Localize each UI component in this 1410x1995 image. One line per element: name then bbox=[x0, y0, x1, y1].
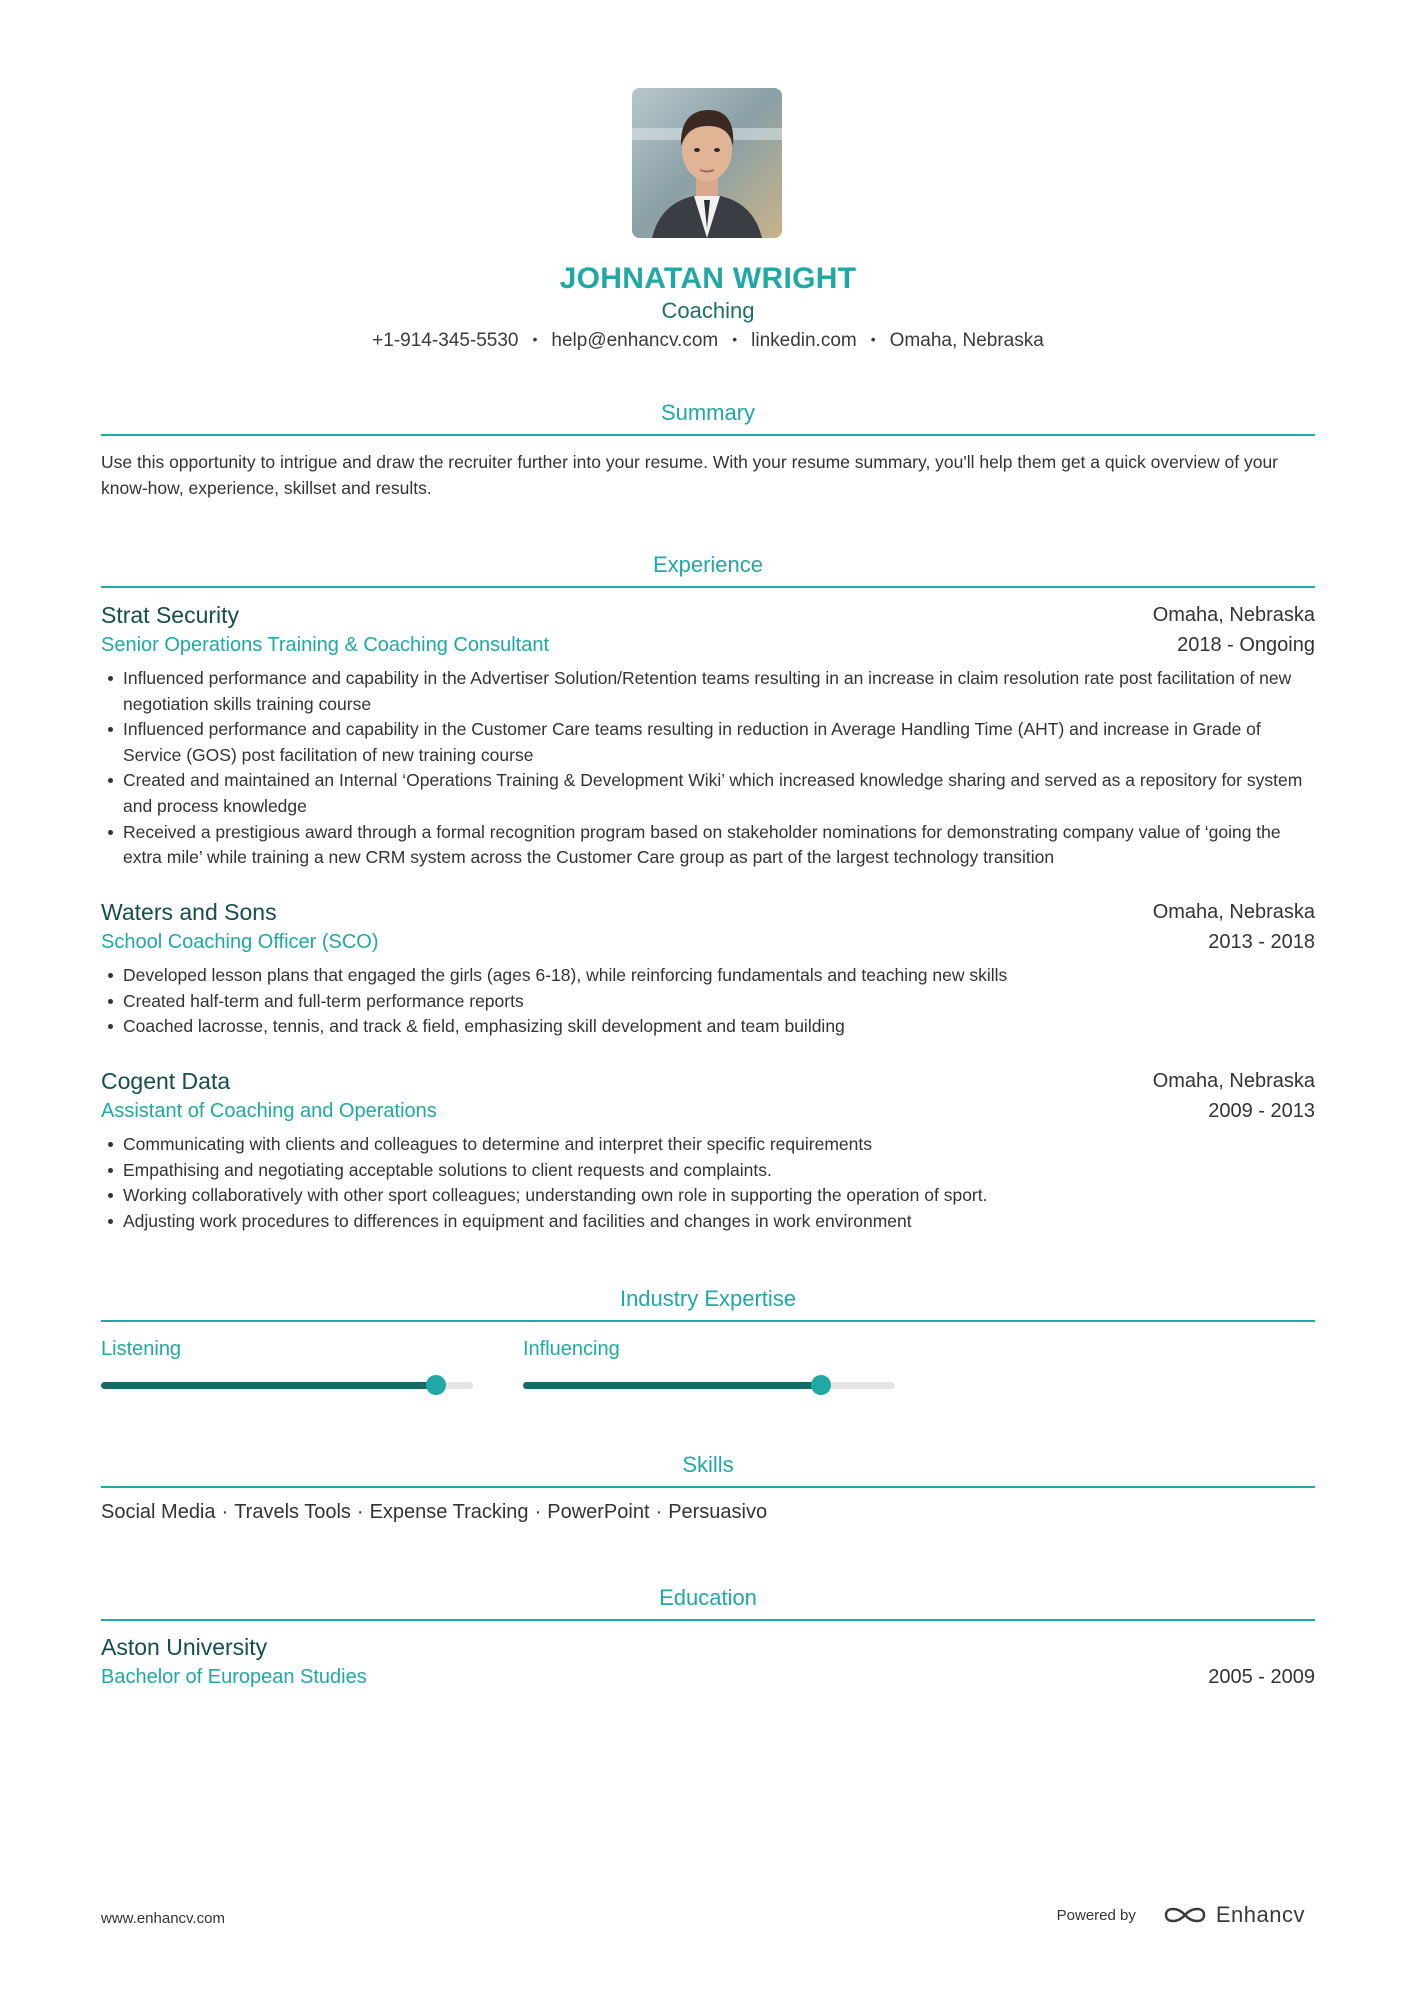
candidate-role: Coaching bbox=[661, 298, 755, 323]
expertise-bar-knob bbox=[426, 1375, 446, 1395]
skill-separator: · bbox=[655, 1501, 663, 1523]
email-link[interactable]: help@enhancv.com bbox=[551, 330, 719, 351]
experience-divider bbox=[101, 586, 1315, 588]
enhancv-logo-icon bbox=[1162, 1903, 1208, 1927]
expertise-bar-fill bbox=[523, 1382, 821, 1389]
enhancv-logo[interactable] bbox=[1162, 1902, 1305, 1928]
job-bullet: Influenced performance and capability in the Customer Care teams resulting in reduction in Average Handling Time (AHT) and increase in Grade of Service (GOS) post facilitation of new training course bbox=[101, 717, 1315, 768]
expertise-bar bbox=[101, 1382, 473, 1389]
job-bullet: Influenced performance and capability in the Advertiser Solution/Retention teams resulting in an increase in claim resolution rate post facilitation of new negotiation skills training course bbox=[101, 666, 1315, 717]
skill-separator: · bbox=[534, 1501, 542, 1523]
profile-photo bbox=[632, 88, 782, 238]
job-bullet: Coached lacrosse, tennis, and track & field, emphasizing skill development and team building bbox=[101, 1014, 1315, 1040]
job-title: Assistant of Coaching and Operations bbox=[101, 1100, 437, 1122]
footer-website-link[interactable]: www.enhancv.com bbox=[101, 1910, 225, 1927]
contact-line bbox=[101, 330, 1315, 352]
skills-list bbox=[101, 1501, 767, 1524]
education-school: Aston University bbox=[101, 1634, 268, 1660]
skill-item: Travels Tools bbox=[234, 1501, 351, 1523]
education-heading: Education bbox=[659, 1585, 757, 1610]
job-location: Omaha, Nebraska bbox=[1152, 1070, 1315, 1092]
summary-divider bbox=[101, 434, 1315, 436]
expertise-divider bbox=[101, 1320, 1315, 1322]
powered-by-label: Powered by bbox=[1056, 1906, 1136, 1924]
contact-separator: • bbox=[870, 331, 876, 347]
job-bullet: Created and maintained an Internal ‘Operations Training & Development Wiki’ which increased knowledge sharing and served as a repository for system and process knowledge bbox=[101, 768, 1315, 819]
expertise-bar-fill bbox=[101, 1382, 436, 1389]
contact-separator: • bbox=[732, 331, 738, 347]
job-title: School Coaching Officer (SCO) bbox=[101, 931, 379, 953]
job-dates: 2018 - Ongoing bbox=[1177, 634, 1315, 656]
skill-item: PowerPoint bbox=[547, 1501, 650, 1523]
location: Omaha, Nebraska bbox=[889, 330, 1044, 351]
job-dates: 2013 - 2018 bbox=[1208, 931, 1315, 953]
skill-item: Expense Tracking bbox=[369, 1501, 529, 1523]
skills-heading: Skills bbox=[682, 1452, 734, 1477]
job-location: Omaha, Nebraska bbox=[1152, 901, 1315, 923]
phone: +1-914-345-5530 bbox=[372, 330, 519, 351]
summary-heading: Summary bbox=[660, 400, 756, 425]
skill-item: Social Media bbox=[101, 1501, 216, 1523]
expertise-label: Listening bbox=[101, 1338, 182, 1360]
brand-name: Enhancv bbox=[1215, 1902, 1305, 1927]
skill-separator: · bbox=[221, 1501, 229, 1523]
contact-separator: • bbox=[532, 331, 538, 347]
job-bullet: Received a prestigious award through a formal recognition program based on stakeholder nominations for demonstrating company value of ‘going the extra mile’ while training a new CRM system across the Customer Care group as part of the largest technology transition bbox=[101, 820, 1315, 871]
job-company: Strat Security bbox=[101, 602, 240, 628]
job-bullet: Created half-term and full-term performance reports bbox=[101, 989, 1315, 1015]
linkedin-link[interactable]: linkedin.com bbox=[751, 330, 857, 351]
job-company: Cogent Data bbox=[101, 1068, 231, 1094]
experience-heading: Experience bbox=[652, 552, 764, 577]
job-bullets bbox=[101, 666, 1315, 871]
job-bullet: Empathising and negotiating acceptable solutions to client requests and complaints. bbox=[101, 1158, 1315, 1184]
job-company: Waters and Sons bbox=[101, 899, 277, 925]
job-bullet: Working collaboratively with other sport colleagues; understanding own role in supporting the operation of sport. bbox=[101, 1183, 1315, 1209]
candidate-name: JOHNATAN WRIGHT bbox=[559, 262, 857, 295]
resume-page bbox=[101, 0, 1315, 1995]
portrait-illustration bbox=[632, 88, 782, 238]
summary-text: Use this opportunity to intrigue and draw the recruiter further into your resume. With your resume summary, you'll help them get a quick overview of your know-how, experience, skillset and results. bbox=[101, 452, 1279, 498]
expertise-heading: Industry Expertise bbox=[619, 1286, 797, 1311]
job-bullet: Adjusting work procedures to differences in equipment and facilities and changes in work environment bbox=[101, 1209, 1315, 1235]
education-divider bbox=[101, 1619, 1315, 1621]
skill-item: Persuasivo bbox=[668, 1501, 768, 1523]
expertise-label: Influencing bbox=[523, 1338, 620, 1360]
expertise-bar-knob bbox=[811, 1375, 831, 1395]
footer-branding bbox=[1057, 1902, 1305, 1928]
skill-separator: · bbox=[356, 1501, 364, 1523]
job-bullets bbox=[101, 963, 1315, 1040]
skills-divider bbox=[101, 1486, 1315, 1488]
education-degree: Bachelor of European Studies bbox=[101, 1666, 367, 1688]
job-location: Omaha, Nebraska bbox=[1152, 604, 1315, 626]
job-bullets bbox=[101, 1132, 1315, 1234]
job-title: Senior Operations Training & Coaching Consultant bbox=[101, 634, 550, 656]
job-dates: 2009 - 2013 bbox=[1208, 1100, 1315, 1122]
education-dates: 2005 - 2009 bbox=[1208, 1666, 1315, 1688]
job-bullet: Communicating with clients and colleagues to determine and interpret their specific requirements bbox=[101, 1132, 1315, 1158]
job-bullet: Developed lesson plans that engaged the girls (ages 6-18), while reinforcing fundamentals and teaching new skills bbox=[101, 963, 1315, 989]
expertise-bar bbox=[523, 1382, 895, 1389]
